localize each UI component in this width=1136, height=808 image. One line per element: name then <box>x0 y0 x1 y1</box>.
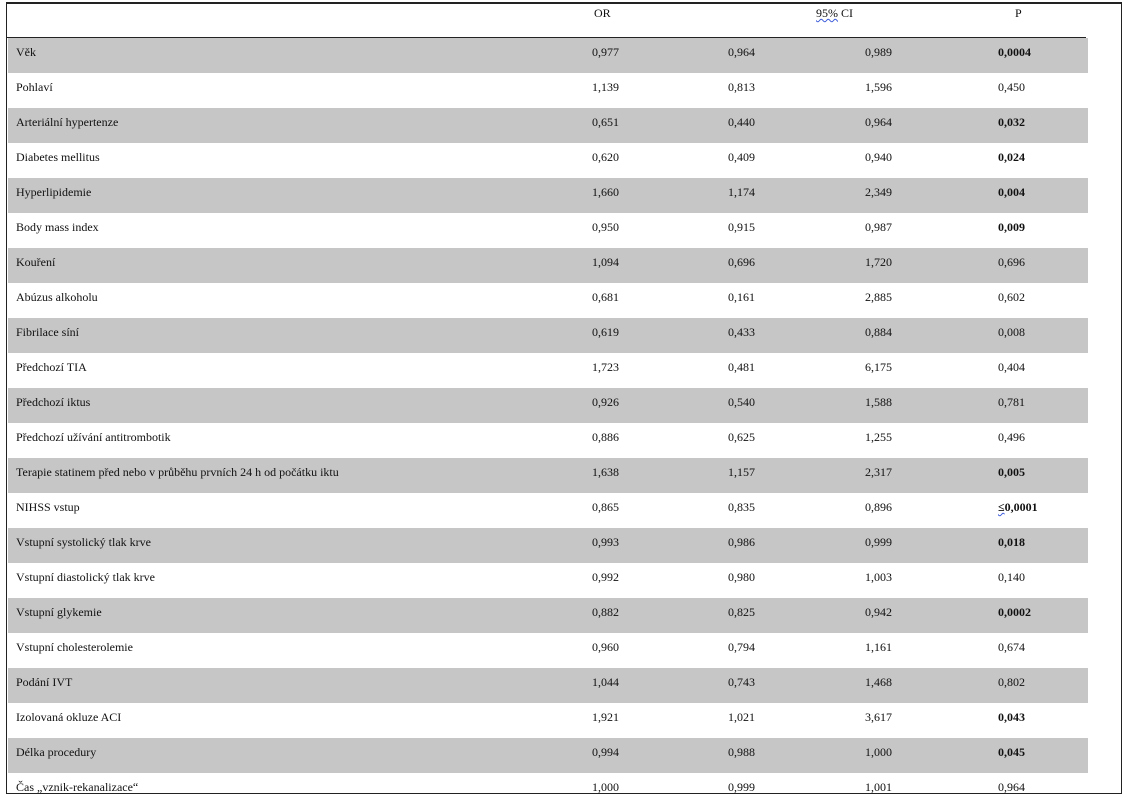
cell-or: 0,926 <box>592 395 619 409</box>
cell-or: 0,992 <box>592 570 619 584</box>
p-value-text: 0,602 <box>998 290 1025 304</box>
table-row <box>8 73 1088 108</box>
table-row <box>8 738 1088 773</box>
cell-ci-lower: 0,999 <box>728 780 755 794</box>
row-label: Vstupní glykemie <box>16 605 102 619</box>
cell-ci-upper: 1,720 <box>865 255 892 269</box>
cell-p-value <box>998 360 1025 375</box>
cell-ci-lower: 0,625 <box>728 430 755 444</box>
cell-ci-upper: 1,255 <box>865 430 892 444</box>
row-label: Kouření <box>16 255 56 269</box>
cell-p-value <box>998 605 1031 620</box>
cell-ci-upper: 0,999 <box>865 535 892 549</box>
table-row <box>8 423 1088 458</box>
p-value-text: 0,043 <box>998 710 1025 724</box>
cell-p-value <box>998 290 1025 305</box>
row-label: Diabetes mellitus <box>16 150 100 164</box>
cell-or: 0,619 <box>592 325 619 339</box>
p-value-text: 0,0004 <box>998 45 1031 59</box>
cell-ci-upper: 0,964 <box>865 115 892 129</box>
table-row <box>8 108 1088 143</box>
p-value-text: 0,696 <box>998 255 1025 269</box>
table-row <box>8 563 1088 598</box>
row-label: Vstupní systolický tlak krve <box>16 535 151 549</box>
table-row <box>8 283 1088 318</box>
p-prefix: ≤ <box>998 500 1005 514</box>
cell-ci-lower: 0,481 <box>728 360 755 374</box>
cell-p-value <box>998 150 1025 165</box>
p-value-text: 0,404 <box>998 360 1025 374</box>
table-row <box>8 528 1088 563</box>
cell-ci-upper: 0,989 <box>865 45 892 59</box>
row-label: Izolovaná okluze ACI <box>16 710 122 724</box>
header-ci-label: CI <box>838 6 853 20</box>
cell-p-value <box>998 325 1025 340</box>
cell-ci-lower: 0,813 <box>728 80 755 94</box>
p-value-text: 0,674 <box>998 640 1025 654</box>
row-label: Délka procedury <box>16 745 97 759</box>
cell-p-value <box>998 115 1025 130</box>
cell-ci-upper: 2,317 <box>865 465 892 479</box>
p-value-text: 0,005 <box>998 465 1025 479</box>
cell-p-value <box>998 185 1025 200</box>
cell-ci-lower: 0,988 <box>728 745 755 759</box>
header-p: P <box>1015 6 1022 20</box>
cell-ci-lower: 0,915 <box>728 220 755 234</box>
p-value-text: 0,450 <box>998 80 1025 94</box>
cell-p-value <box>998 430 1025 445</box>
table-row <box>8 458 1088 493</box>
cell-p-value <box>998 220 1025 235</box>
cell-ci-upper: 0,896 <box>865 500 892 514</box>
cell-or: 1,921 <box>592 710 619 724</box>
table-row <box>8 178 1088 213</box>
row-label: Pohlaví <box>16 80 53 94</box>
p-value-text: 0,496 <box>998 430 1025 444</box>
row-label: Hyperlipidemie <box>16 185 92 199</box>
cell-ci-upper: 6,175 <box>865 360 892 374</box>
cell-ci-upper: 0,940 <box>865 150 892 164</box>
cell-ci-lower: 0,980 <box>728 570 755 584</box>
cell-ci-upper: 1,001 <box>865 780 892 794</box>
cell-or: 0,960 <box>592 640 619 654</box>
p-value-text: 0,008 <box>998 325 1025 339</box>
p-value-text: 0,024 <box>998 150 1025 164</box>
cell-ci-lower: 0,540 <box>728 395 755 409</box>
row-label: NIHSS vstup <box>16 500 80 514</box>
cell-or: 0,651 <box>592 115 619 129</box>
cell-or: 1,000 <box>592 780 619 794</box>
cell-p-value <box>998 45 1031 60</box>
cell-ci-upper: 1,588 <box>865 395 892 409</box>
cell-p-value <box>998 395 1025 410</box>
table-body <box>8 38 1088 808</box>
p-value-text: 0,045 <box>998 745 1025 759</box>
cell-or: 0,994 <box>592 745 619 759</box>
table-row <box>8 388 1088 423</box>
cell-p-value <box>998 500 1038 515</box>
header-ci <box>816 6 853 21</box>
cell-ci-lower: 1,021 <box>728 710 755 724</box>
cell-ci-lower: 0,696 <box>728 255 755 269</box>
cell-or: 0,620 <box>592 150 619 164</box>
cell-or: 1,723 <box>592 360 619 374</box>
table-row <box>8 668 1088 703</box>
table-row <box>8 353 1088 388</box>
table-row <box>8 598 1088 633</box>
header-or: OR <box>594 6 611 20</box>
cell-or: 1,139 <box>592 80 619 94</box>
cell-p-value <box>998 80 1025 95</box>
cell-ci-lower: 0,835 <box>728 500 755 514</box>
p-value-text: 0,004 <box>998 185 1025 199</box>
cell-or: 0,681 <box>592 290 619 304</box>
cell-ci-lower: 0,409 <box>728 150 755 164</box>
cell-or: 0,886 <box>592 430 619 444</box>
row-label: Věk <box>16 45 36 59</box>
cell-ci-upper: 3,617 <box>865 710 892 724</box>
row-label: Podání IVT <box>16 675 73 689</box>
table-row <box>8 703 1088 738</box>
table-top-rule <box>6 2 1122 4</box>
table-row <box>8 213 1088 248</box>
cell-p-value <box>998 640 1025 655</box>
cell-ci-lower: 0,440 <box>728 115 755 129</box>
cell-p-value <box>998 465 1025 480</box>
cell-ci-upper: 0,884 <box>865 325 892 339</box>
p-value-text: 0,009 <box>998 220 1025 234</box>
cell-or: 0,950 <box>592 220 619 234</box>
header-ci-percent: 95% <box>816 6 838 20</box>
row-label: Předchozí iktus <box>16 395 91 409</box>
p-value-text: 0,964 <box>998 780 1025 794</box>
table-row <box>8 143 1088 178</box>
p-value-text: 0,781 <box>998 395 1025 409</box>
cell-or: 1,638 <box>592 465 619 479</box>
table-row <box>8 773 1088 808</box>
cell-or: 0,882 <box>592 605 619 619</box>
cell-ci-lower: 1,157 <box>728 465 755 479</box>
cell-or: 1,044 <box>592 675 619 689</box>
cell-ci-upper: 1,003 <box>865 570 892 584</box>
p-value-text: 0,018 <box>998 535 1025 549</box>
table-row <box>8 493 1088 528</box>
cell-ci-lower: 0,825 <box>728 605 755 619</box>
cell-p-value <box>998 675 1025 690</box>
cell-p-value <box>998 535 1025 550</box>
cell-ci-upper: 0,942 <box>865 605 892 619</box>
cell-p-value <box>998 255 1025 270</box>
cell-ci-upper: 2,885 <box>865 290 892 304</box>
cell-ci-upper: 1,000 <box>865 745 892 759</box>
cell-ci-lower: 0,964 <box>728 45 755 59</box>
cell-ci-upper: 1,161 <box>865 640 892 654</box>
row-label: Předchozí TIA <box>16 360 87 374</box>
p-value-text: 0,0001 <box>1004 500 1038 514</box>
row-label: Čas „vznik-rekanalizace“ <box>16 780 139 794</box>
p-value-text: 0,0002 <box>998 605 1031 619</box>
cell-or: 0,977 <box>592 45 619 59</box>
p-value-text: 0,802 <box>998 675 1025 689</box>
row-label: Vstupní cholesterolemie <box>16 640 133 654</box>
cell-ci-lower: 0,743 <box>728 675 755 689</box>
row-label: Arteriální hypertenze <box>16 115 119 129</box>
cell-ci-upper: 2,349 <box>865 185 892 199</box>
cell-ci-lower: 0,794 <box>728 640 755 654</box>
row-label: Vstupní diastolický tlak krve <box>16 570 155 584</box>
row-label: Abúzus alkoholu <box>16 290 98 304</box>
cell-p-value <box>998 570 1025 585</box>
row-label: Body mass index <box>16 220 99 234</box>
cell-ci-lower: 0,433 <box>728 325 755 339</box>
cell-or: 0,865 <box>592 500 619 514</box>
cell-ci-upper: 1,468 <box>865 675 892 689</box>
row-label: Předchozí užívání antitrombotik <box>16 430 171 444</box>
p-value-text: 0,140 <box>998 570 1025 584</box>
cell-p-value <box>998 710 1025 725</box>
table-row <box>8 633 1088 668</box>
cell-p-value <box>998 745 1025 760</box>
cell-ci-lower: 1,174 <box>728 185 755 199</box>
row-label: Fibrilace síní <box>16 325 79 339</box>
cell-ci-lower: 0,161 <box>728 290 755 304</box>
p-value-text: 0,032 <box>998 115 1025 129</box>
cell-ci-upper: 1,596 <box>865 80 892 94</box>
cell-or: 0,993 <box>592 535 619 549</box>
cell-or: 1,094 <box>592 255 619 269</box>
table-row <box>8 248 1088 283</box>
row-label: Terapie statinem před nebo v průběhu prvních 24 h od počátku iktu <box>16 465 339 479</box>
cell-or: 1,660 <box>592 185 619 199</box>
table-row <box>8 318 1088 353</box>
cell-p-value <box>998 780 1025 795</box>
cell-ci-lower: 0,986 <box>728 535 755 549</box>
table-row <box>8 38 1088 73</box>
cell-ci-upper: 0,987 <box>865 220 892 234</box>
